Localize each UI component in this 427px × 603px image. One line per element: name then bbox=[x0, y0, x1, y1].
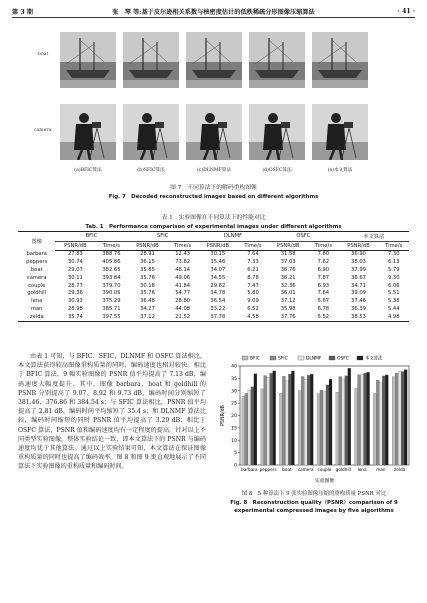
table-row bbox=[18, 266, 409, 274]
table-cell: 29.62 bbox=[210, 282, 226, 289]
figure-8-caption-cn: 图 8 5 种算法下 9 张实验图像压缩的重构质量 PSNR 对比 bbox=[241, 491, 387, 497]
legend-swatch bbox=[298, 356, 304, 360]
table-row bbox=[18, 282, 409, 290]
table-cell: 35.46 bbox=[210, 259, 226, 266]
bar-OSFC-barbara bbox=[251, 387, 254, 465]
bar-BFIC-man bbox=[373, 393, 376, 465]
x-tick-label: couple bbox=[317, 467, 332, 472]
bar-SFIC-lena bbox=[358, 375, 361, 465]
bar-DLNMF-camera bbox=[304, 379, 307, 465]
bar-SFIC-camera bbox=[301, 376, 304, 465]
table-cell: 30.11 bbox=[67, 274, 83, 281]
table-cell: 7.47 bbox=[247, 282, 259, 289]
table-cell: 6.21 bbox=[247, 267, 259, 274]
table-cell: 36.01 bbox=[280, 290, 296, 297]
table-cell-image-name: peppers bbox=[26, 259, 48, 266]
y-tick-label: 10 bbox=[231, 438, 237, 444]
table-row bbox=[18, 313, 409, 321]
table-cell: 34.27 bbox=[140, 305, 155, 312]
bar-本文算法-camera bbox=[310, 374, 313, 465]
table-sub-header: Time/s bbox=[378, 241, 409, 250]
subcaption-a: (a)BFIC算法 bbox=[74, 168, 102, 173]
table-cell: 35.74 bbox=[55, 313, 95, 321]
table-cell: 32.36 bbox=[280, 282, 296, 289]
table-cell: 48.14 bbox=[175, 267, 191, 274]
x-tick-label: barbara bbox=[241, 467, 258, 472]
table-1 bbox=[18, 231, 409, 322]
table-cell: 34.55 bbox=[210, 274, 226, 281]
table-cell: 28.77 bbox=[67, 282, 83, 289]
bar-DLNMF-goldhill bbox=[342, 379, 345, 465]
table-cell: 37.12 bbox=[280, 298, 296, 305]
table-cell: 405.86 bbox=[102, 259, 121, 266]
y-tick-label: 40 bbox=[231, 364, 237, 370]
bar-DLNMF-peppers bbox=[267, 377, 270, 465]
table-cell: 28.98 bbox=[67, 305, 83, 312]
table-cell: 49.06 bbox=[175, 274, 191, 281]
bar-OSFC-zelda bbox=[401, 372, 404, 465]
y-tick-label: 15 bbox=[231, 426, 237, 432]
legend-swatch bbox=[357, 356, 363, 360]
running-title: 张 琴 等:基于皮尔逊相关系数与核密度估计的低秩稀疏分形图像压缩算法 bbox=[112, 9, 315, 16]
table-cell: 36.67 bbox=[351, 274, 366, 281]
table-cell: 27.83 bbox=[67, 251, 83, 258]
psnr-bar-chart bbox=[218, 352, 413, 487]
boat-image bbox=[312, 32, 368, 88]
table-sub-header: PSNR/dB bbox=[55, 241, 95, 250]
table-cell: 4.98 bbox=[378, 313, 409, 321]
table-cell: 35.85 bbox=[140, 267, 155, 274]
table-cell: 36.48 bbox=[140, 298, 155, 305]
legend-label: OSFC bbox=[337, 356, 349, 362]
legend-swatch bbox=[270, 356, 276, 360]
table-sub-header: Time/s bbox=[308, 241, 338, 250]
figure-7 bbox=[34, 30, 370, 200]
x-tick-label: peppers bbox=[259, 467, 277, 472]
table-sub-header: PSNR/dB bbox=[339, 241, 379, 250]
table-cell: 12.43 bbox=[175, 251, 191, 258]
subcaption-e: (e)本文算法 bbox=[327, 168, 353, 173]
table-group-header: BFIC bbox=[55, 232, 127, 242]
bar-DLNMF-couple bbox=[323, 392, 326, 465]
x-tick-label: zelda bbox=[394, 467, 406, 472]
table-cell: 44.08 bbox=[175, 305, 191, 312]
table-cell-image-name: couple bbox=[28, 282, 46, 289]
bar-本文算法-goldhill bbox=[348, 368, 351, 465]
table-group-header: 本文算法 bbox=[339, 232, 409, 242]
bar-SFIC-zelda bbox=[395, 373, 398, 465]
y-tick-label: 25 bbox=[231, 401, 237, 407]
table-cell-image-name: boat bbox=[30, 267, 43, 274]
bar-OSFC-couple bbox=[326, 385, 329, 465]
table-row bbox=[18, 250, 409, 258]
boat-image bbox=[60, 32, 116, 88]
table-cell: 5.51 bbox=[387, 290, 400, 297]
table-row-header: 图像 bbox=[18, 232, 55, 251]
x-tick-label: boat bbox=[282, 467, 292, 472]
y-tick-label: 0 bbox=[234, 463, 237, 469]
figure-8-caption-en: Fig. 8 Reconstruction quality（PSNR）comparison of 9 experimental compressed images by five algorithms bbox=[230, 499, 398, 514]
table-cell: 5.52 bbox=[308, 313, 338, 321]
y-tick-label: 5 bbox=[234, 451, 237, 457]
bar-DLNMF-zelda bbox=[398, 371, 401, 465]
table-cell: 6.78 bbox=[317, 305, 330, 312]
boat-image bbox=[186, 32, 242, 88]
table-cell: 7.87 bbox=[317, 274, 330, 281]
subcaption-b: (b)SFIC算法 bbox=[137, 168, 165, 173]
bar-OSFC-camera bbox=[307, 375, 310, 465]
table-cell: 30.74 bbox=[67, 259, 83, 266]
y-axis-label: PSNR/dB bbox=[221, 405, 226, 426]
table-cell-image-name: camera bbox=[26, 274, 47, 281]
table-cell: 5.44 bbox=[387, 305, 400, 312]
bar-本文算法-peppers bbox=[273, 371, 276, 465]
boat-image bbox=[249, 32, 305, 88]
table-cell: 31.58 bbox=[280, 251, 296, 258]
table-cell: 36.39 bbox=[351, 305, 366, 312]
table-cell: 37.76 bbox=[268, 313, 308, 321]
table-cell: 35.76 bbox=[140, 274, 155, 281]
bar-OSFC-lena bbox=[364, 373, 367, 465]
bar-BFIC-zelda bbox=[392, 377, 395, 465]
y-tick-label: 20 bbox=[231, 414, 237, 420]
legend-label: BFIC bbox=[250, 356, 260, 362]
table-cell: 34.78 bbox=[210, 290, 226, 297]
issue-number: 第 3 期 bbox=[12, 9, 33, 16]
legend-swatch bbox=[329, 356, 335, 360]
bar-本文算法-zelda bbox=[404, 370, 407, 465]
table-cell: 28.91 bbox=[140, 251, 155, 258]
camera-image bbox=[249, 104, 305, 160]
bar-OSFC-boat bbox=[288, 374, 291, 465]
camera-image bbox=[123, 104, 179, 160]
table-cell-image-name: goldhill bbox=[27, 290, 47, 297]
table-cell: 21.52 bbox=[167, 313, 197, 321]
table-cell: 41.84 bbox=[175, 282, 191, 289]
table-cell: 9.09 bbox=[247, 298, 259, 305]
table-cell-image-name: man bbox=[30, 305, 43, 312]
table-cell: 4.58 bbox=[238, 313, 268, 321]
figure-8-caption bbox=[214, 490, 414, 516]
table-cell: 34.07 bbox=[210, 267, 226, 274]
page-number: · 41 · bbox=[397, 8, 415, 15]
table-cell: 73.82 bbox=[175, 259, 191, 266]
bar-本文算法-lena bbox=[367, 372, 370, 465]
table-cell: 37.99 bbox=[351, 267, 366, 274]
table-cell: 38.03 bbox=[351, 259, 366, 266]
bar-DLNMF-boat bbox=[285, 381, 288, 465]
table-cell-image-name: zelda bbox=[18, 313, 55, 321]
table-cell: 54.77 bbox=[175, 290, 191, 297]
table-cell: 29.36 bbox=[67, 290, 83, 297]
boat-image bbox=[123, 32, 179, 88]
table-cell: 30.18 bbox=[140, 282, 155, 289]
bar-本文算法-boat bbox=[291, 371, 294, 465]
legend-label: DLNMF bbox=[306, 356, 322, 362]
bar-DLNMF-barbara bbox=[248, 390, 251, 465]
table-1-caption-en: Tab. 1 Performance comparison of experimental images under different algorithms bbox=[85, 224, 342, 230]
bar-DLNMF-lena bbox=[361, 375, 364, 465]
x-tick-label: camera bbox=[297, 467, 314, 472]
table-cell-image-name: barbara bbox=[26, 251, 47, 258]
table-cell: 38.53 bbox=[339, 313, 379, 321]
row-label-boat: boat bbox=[38, 52, 49, 57]
table-cell: 6.90 bbox=[317, 267, 330, 274]
legend-swatch bbox=[242, 356, 248, 360]
bar-BFIC-couple bbox=[317, 394, 320, 465]
table-cell: 36.21 bbox=[280, 274, 296, 281]
table-cell: 36.90 bbox=[351, 251, 366, 258]
table-cell: 29.07 bbox=[67, 267, 83, 274]
x-axis-label: 实验图像 bbox=[314, 479, 335, 484]
table-cell: 9.30 bbox=[387, 274, 400, 281]
legend-label: SFIC bbox=[278, 356, 288, 362]
table-cell: 35.76 bbox=[140, 290, 155, 297]
table-cell: 388.76 bbox=[102, 251, 121, 258]
table-cell: 7.30 bbox=[387, 251, 400, 258]
bar-本文算法-barbara bbox=[254, 374, 257, 465]
table-cell: 37.78 bbox=[198, 313, 238, 321]
subcaption-c: (c)DLNMF算法 bbox=[197, 168, 231, 173]
figure-7-caption-en: Fig. 7 Decoded reconstructed images based on different algorithms bbox=[108, 194, 319, 200]
table-cell: 6.93 bbox=[317, 282, 330, 289]
table-sub-header: PSNR/dB bbox=[268, 241, 308, 250]
bar-OSFC-goldhill bbox=[345, 376, 348, 465]
y-tick-label: 35 bbox=[231, 376, 237, 382]
table-cell: 37.46 bbox=[351, 298, 366, 305]
camera-image bbox=[186, 104, 242, 160]
table-cell-image-name: lena bbox=[31, 298, 43, 305]
table-cell: 7.80 bbox=[317, 251, 330, 258]
bar-BFIC-goldhill bbox=[336, 392, 339, 465]
table-cell: 385.71 bbox=[102, 305, 121, 312]
row-label-camera: camera bbox=[34, 128, 52, 133]
figure-7-caption-cn: 图 7 不同算法下的解码重构图像 bbox=[170, 185, 257, 191]
body-paragraph: 由表 1 可知，与 BFIC、SFIC、DLNMF 和 OSFC 算法相比，本文算法获得较高图像重构质量的同时，编码速度也相对较快。相比于 BFIC 算法，9 幅实验图像的 PSNR 值平均提高了 7.13 dB，编码速度大幅度提升。其中，图像 barbara、boat 和 goldhill 的 PSNR 分别提高了 9.07、8.92 和 9.73 dB，编码时间分别缩短了 381.46、376.86 和 384.54 s；与 SFIC 算法相比，PSNR 值平均提高了 2.81 dB，编码时间平均缩短了 35.4 s；和 DLNMF 算法比较，编码时间缩短的同时 PSNR 值平均提高了 3.29 dB；相比于 OSFC 算法，PSNR 值和编码速度均有一定程度的提高。针对以上不同类型实验图像，整体实验结论一致，即本文算法下的 PSNR 与编码速度均优于其他算法。通过以上实验结果可知，本文算法在保证图像重构质量的同时也提高了编码效率。图 8 和图 9 更直观地展示了不同算法下实验图像的重构质量和编码时间。 bbox=[18, 353, 206, 471]
bar-SFIC-barbara bbox=[245, 393, 248, 465]
table-cell: 382.65 bbox=[102, 267, 121, 274]
legend-label: 本文算法 bbox=[365, 356, 383, 362]
table-row bbox=[18, 297, 409, 305]
bar-本文算法-couple bbox=[329, 379, 332, 465]
table-sub-header: PSNR/dB bbox=[198, 241, 238, 250]
table-cell: 36.15 bbox=[140, 259, 155, 266]
table-row bbox=[18, 274, 409, 282]
table-cell: 37.03 bbox=[280, 259, 296, 266]
subcaption-d: (d)OSFC算法 bbox=[262, 168, 292, 173]
table-cell: 7.33 bbox=[247, 259, 259, 266]
table-group-header: DLNMF bbox=[198, 232, 268, 242]
table-cell: 8.78 bbox=[247, 274, 259, 281]
bar-BFIC-barbara bbox=[242, 396, 245, 465]
table-cell: 7.64 bbox=[317, 290, 330, 297]
table-cell: 39.09 bbox=[351, 290, 366, 297]
table-cell: 5.38 bbox=[387, 298, 400, 305]
bar-SFIC-goldhill bbox=[339, 376, 342, 465]
bar-BFIC-peppers bbox=[261, 389, 264, 465]
table-row bbox=[18, 258, 409, 266]
bar-BFIC-camera bbox=[298, 390, 301, 465]
table-cell: 7.62 bbox=[317, 259, 330, 266]
table-cell: 36.54 bbox=[210, 298, 226, 305]
y-tick-label: 30 bbox=[231, 389, 237, 395]
table-cell: 393.84 bbox=[102, 274, 121, 281]
table-cell: 5.67 bbox=[317, 298, 330, 305]
table-cell: 7.64 bbox=[247, 251, 259, 258]
table-cell: 6.52 bbox=[247, 305, 259, 312]
running-header bbox=[12, 6, 415, 18]
bar-OSFC-man bbox=[382, 376, 385, 465]
table-cell: 36.76 bbox=[280, 267, 296, 274]
table-group-header: OSFC bbox=[268, 232, 338, 242]
table-cell: 30.15 bbox=[210, 251, 226, 258]
bar-SFIC-boat bbox=[282, 376, 285, 465]
table-cell: 30.93 bbox=[67, 298, 83, 305]
table-cell: 379.70 bbox=[102, 282, 121, 289]
table-cell: 33.22 bbox=[210, 305, 226, 312]
table-cell: 37.12 bbox=[128, 313, 168, 321]
bar-本文算法-man bbox=[385, 375, 388, 465]
bar-DLNMF-man bbox=[379, 383, 382, 465]
table-cell: 28.80 bbox=[175, 298, 191, 305]
table-sub-header: Time/s bbox=[95, 241, 127, 250]
x-tick-label: man bbox=[376, 467, 386, 472]
table-sub-header: Time/s bbox=[167, 241, 197, 250]
table-cell: 390.05 bbox=[102, 290, 121, 297]
bar-OSFC-peppers bbox=[270, 373, 273, 465]
bar-SFIC-peppers bbox=[264, 376, 267, 465]
camera-image bbox=[60, 104, 116, 160]
table-cell: 6.06 bbox=[387, 282, 400, 289]
table-cell: 5.79 bbox=[387, 267, 400, 274]
bar-SFIC-man bbox=[376, 380, 379, 465]
table-1-caption-cn: 表 1 实验图像在不同算法下的性能对比 bbox=[161, 215, 266, 221]
camera-image bbox=[312, 104, 368, 160]
table-cell: 5.80 bbox=[247, 290, 259, 297]
table-cell: 34.71 bbox=[351, 282, 366, 289]
table-row bbox=[18, 305, 409, 313]
x-tick-label: goldhill bbox=[335, 467, 351, 472]
table-row bbox=[18, 289, 409, 297]
table-sub-header: Time/s bbox=[238, 241, 268, 250]
figure-8-chart bbox=[218, 352, 413, 487]
table-cell: 397.55 bbox=[95, 313, 127, 321]
x-tick-label: lena bbox=[357, 467, 367, 472]
bar-BFIC-boat bbox=[279, 393, 282, 465]
bar-BFIC-lena bbox=[355, 388, 358, 465]
table-group-header: SFIC bbox=[128, 232, 198, 242]
table-cell: 6.13 bbox=[387, 259, 400, 266]
table-cell: 375.29 bbox=[102, 298, 121, 305]
bar-SFIC-couple bbox=[320, 390, 323, 465]
table-cell: 35.98 bbox=[280, 305, 296, 312]
table-sub-header: PSNR/dB bbox=[128, 241, 168, 250]
